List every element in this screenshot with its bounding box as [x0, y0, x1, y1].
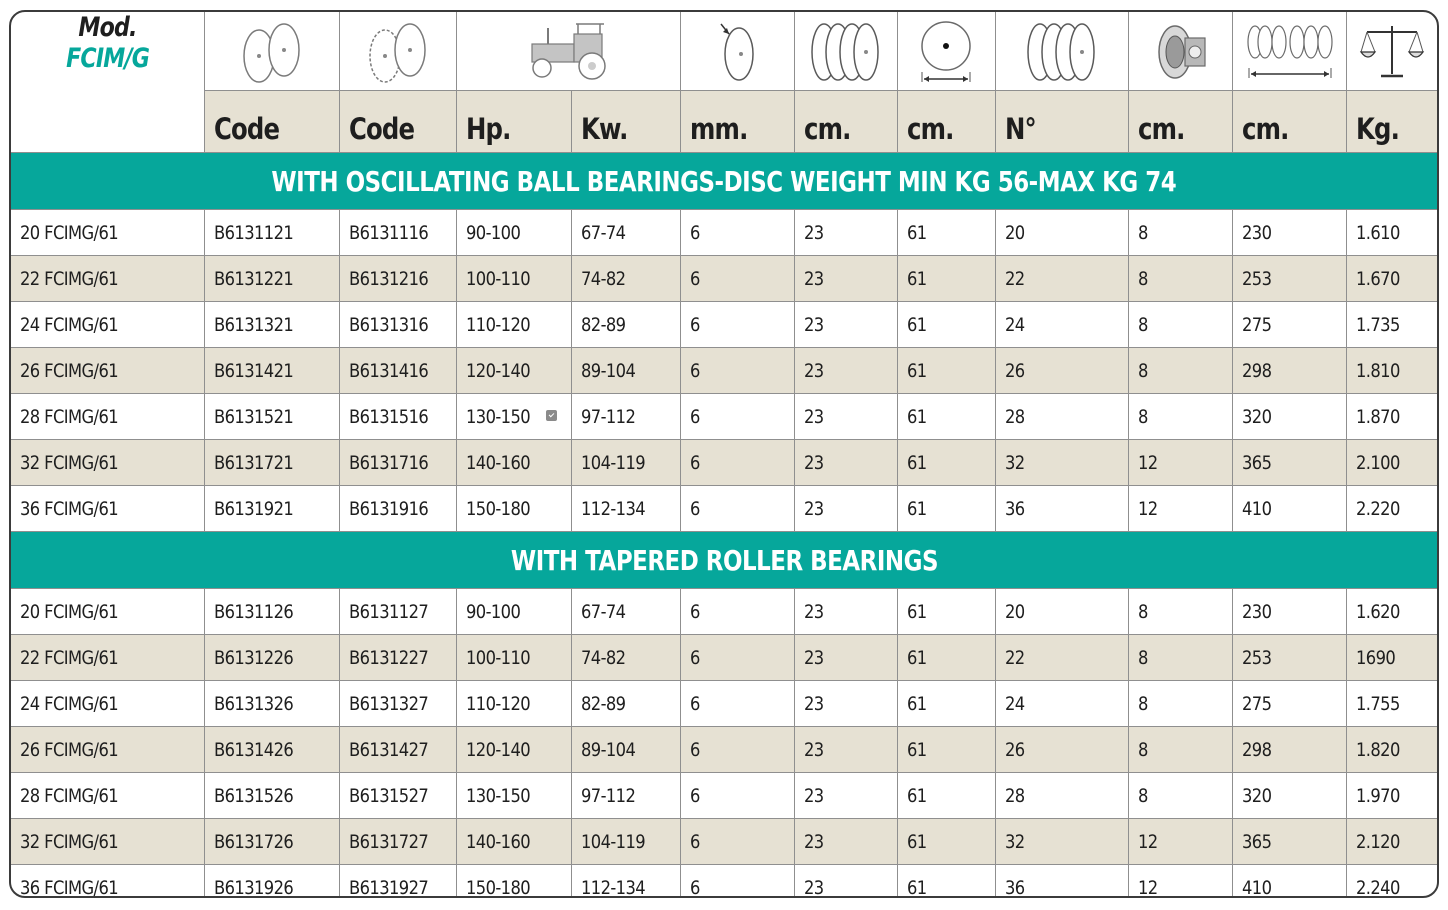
- table-cell: B6131526: [204, 773, 339, 819]
- table-cell: B6131421: [204, 348, 339, 394]
- table-cell: 12: [1128, 486, 1232, 532]
- table-cell: 26: [995, 348, 1128, 394]
- table-cell: 28: [995, 394, 1128, 440]
- table-cell: 6: [680, 394, 794, 440]
- table-row: [11, 348, 1437, 394]
- table-cell: 8: [1128, 302, 1232, 348]
- table-cell: 1.820: [1346, 727, 1437, 773]
- section-title: WITH TAPERED ROLLER BEARINGS: [11, 532, 1437, 589]
- table-row: [11, 635, 1437, 681]
- table-cell: 120-140: [456, 348, 571, 394]
- section-header-row: [11, 153, 1437, 210]
- table-cell: 12: [1128, 819, 1232, 865]
- note-icon[interactable]: [546, 410, 557, 421]
- table-cell: 8: [1128, 727, 1232, 773]
- table-cell: B6131926: [204, 865, 339, 899]
- table-cell: 23: [794, 302, 897, 348]
- table-cell: 23: [794, 865, 897, 899]
- table-cell: 61: [897, 635, 995, 681]
- table-cell: B6131921: [204, 486, 339, 532]
- table-cell: 28: [995, 773, 1128, 819]
- table-cell: 23: [794, 727, 897, 773]
- model-header-cell: [11, 12, 204, 153]
- table-cell: 61: [897, 486, 995, 532]
- table-cell: 12: [1128, 440, 1232, 486]
- table-cell: B6131327: [339, 681, 456, 727]
- table-cell: 8: [1128, 681, 1232, 727]
- table-cell: 2.240: [1346, 865, 1437, 899]
- table-row: [11, 819, 1437, 865]
- table-cell: 365: [1232, 819, 1346, 865]
- table-cell: 6: [680, 302, 794, 348]
- table-cell: 2.220: [1346, 486, 1437, 532]
- bearing-icon: [1145, 16, 1215, 86]
- table-cell: 23: [794, 256, 897, 302]
- table-cell: 36: [995, 865, 1128, 899]
- table-cell: 6: [680, 348, 794, 394]
- table-cell: B6131316: [339, 302, 456, 348]
- table-row: [11, 865, 1437, 899]
- table-cell: 61: [897, 440, 995, 486]
- table-cell: 298: [1232, 727, 1346, 773]
- table-cell: 23: [794, 589, 897, 635]
- table-cell: 275: [1232, 681, 1346, 727]
- section-title: WITH OSCILLATING BALL BEARINGS-DISC WEIGHT MIN KG 56-MAX KG 74: [11, 153, 1437, 210]
- unit-header-cell: N°: [995, 91, 1128, 153]
- table-cell: 61: [897, 348, 995, 394]
- table-cell: 32 FCIMG/61: [11, 440, 204, 486]
- unit-header-cell: mm.: [680, 91, 794, 153]
- unit-header-cell: Code: [339, 91, 456, 153]
- table-cell: 61: [897, 865, 995, 899]
- table-cell: 61: [897, 210, 995, 256]
- disc-count-icon-cell: [995, 12, 1128, 91]
- disc-spacing-icon-cell: [794, 12, 897, 91]
- table-cell: 67-74: [571, 210, 680, 256]
- table-cell: 6: [680, 256, 794, 302]
- table-row: [11, 681, 1437, 727]
- table-cell: 8: [1128, 348, 1232, 394]
- table-cell: 23: [794, 681, 897, 727]
- table-cell: 6: [680, 635, 794, 681]
- table-cell: 23: [794, 348, 897, 394]
- table-cell: 12: [1128, 865, 1232, 899]
- table-cell: B6131121: [204, 210, 339, 256]
- table-cell: 20: [995, 589, 1128, 635]
- table-cell: 6: [680, 440, 794, 486]
- table-cell: 32: [995, 819, 1128, 865]
- table-cell: B6131416: [339, 348, 456, 394]
- table-cell: 23: [794, 210, 897, 256]
- table-cell: 24: [995, 302, 1128, 348]
- table-cell: 82-89: [571, 302, 680, 348]
- unit-header-cell: cm.: [1128, 91, 1232, 153]
- bearing-icon-cell: [1128, 12, 1232, 91]
- serrated-discs-icon-cell: [339, 12, 456, 91]
- table-cell: B6131116: [339, 210, 456, 256]
- table-cell: 61: [897, 302, 995, 348]
- unit-header-cell: cm.: [897, 91, 995, 153]
- table-cell: 8: [1128, 210, 1232, 256]
- unit-header-cell: Code: [204, 91, 339, 153]
- table-cell: 1.810: [1346, 348, 1437, 394]
- disc-thickness-icon-cell: [680, 12, 794, 91]
- table-cell: 61: [897, 773, 995, 819]
- table-cell: 150-180: [456, 486, 571, 532]
- table-cell: 36: [995, 486, 1128, 532]
- table-cell: 20: [995, 210, 1128, 256]
- table-row: [11, 486, 1437, 532]
- table-cell: 1.735: [1346, 302, 1437, 348]
- table-cell: 6: [680, 819, 794, 865]
- table-cell: 1.670: [1346, 256, 1437, 302]
- table-cell: 61: [897, 589, 995, 635]
- table-cell: 365: [1232, 440, 1346, 486]
- table-cell: 1.620: [1346, 589, 1437, 635]
- table-cell: 23: [794, 440, 897, 486]
- table-cell: 23: [794, 819, 897, 865]
- table-cell: 26 FCIMG/61: [11, 348, 204, 394]
- table-cell: 89-104: [571, 727, 680, 773]
- table-cell: 36 FCIMG/61: [11, 865, 204, 899]
- table-cell: 8: [1128, 589, 1232, 635]
- model-code: FCIM/G: [65, 43, 149, 74]
- table-cell: 97-112: [571, 773, 680, 819]
- plain-discs-icon: [232, 16, 312, 86]
- table-cell: 112-134: [571, 486, 680, 532]
- table-cell: 130-150: [456, 394, 571, 440]
- working-width-icon: [1241, 16, 1337, 86]
- table-cell: 1.870: [1346, 394, 1437, 440]
- table-cell: 1.755: [1346, 681, 1437, 727]
- table-cell: 23: [794, 486, 897, 532]
- table-cell: 8: [1128, 394, 1232, 440]
- table-cell: B6131521: [204, 394, 339, 440]
- table-cell: 6: [680, 486, 794, 532]
- table-cell: 410: [1232, 486, 1346, 532]
- section-header-row: [11, 532, 1437, 589]
- table-cell: 61: [897, 727, 995, 773]
- table-cell: B6131427: [339, 727, 456, 773]
- table-cell: 120-140: [456, 727, 571, 773]
- table-cell: B6131527: [339, 773, 456, 819]
- disc-count-icon: [1020, 16, 1104, 86]
- table-cell: 320: [1232, 394, 1346, 440]
- table-cell: B6131727: [339, 819, 456, 865]
- table-cell: 112-134: [571, 865, 680, 899]
- table-cell: 20 FCIMG/61: [11, 589, 204, 635]
- disc-thickness-icon: [707, 16, 767, 86]
- table-cell: 104-119: [571, 819, 680, 865]
- table-cell: 253: [1232, 635, 1346, 681]
- working-width-icon-cell: [1232, 12, 1346, 91]
- table-cell: 61: [897, 394, 995, 440]
- table-cell: 6: [680, 589, 794, 635]
- table-cell: 100-110: [456, 635, 571, 681]
- table-cell: 90-100: [456, 589, 571, 635]
- table-cell: 22: [995, 635, 1128, 681]
- table-row: [11, 394, 1437, 440]
- unit-header-cell: Hp.: [456, 91, 571, 153]
- tractor-icon: [518, 18, 618, 84]
- table-cell: B6131326: [204, 681, 339, 727]
- plain-discs-icon-cell: [204, 12, 339, 91]
- table-cell: 140-160: [456, 440, 571, 486]
- table-cell: 32: [995, 440, 1128, 486]
- icon-header-row: [11, 12, 1437, 91]
- table-cell: 150-180: [456, 865, 571, 899]
- table-row: [11, 773, 1437, 819]
- table-cell: B6131927: [339, 865, 456, 899]
- model-label: Mod.: [78, 12, 137, 43]
- table-cell: B6131726: [204, 819, 339, 865]
- disc-diameter-icon: [911, 16, 981, 86]
- table-cell: B6131126: [204, 589, 339, 635]
- table-cell: B6131916: [339, 486, 456, 532]
- table-row: [11, 727, 1437, 773]
- table-cell: 320: [1232, 773, 1346, 819]
- table-cell: B6131716: [339, 440, 456, 486]
- table-cell: 22 FCIMG/61: [11, 635, 204, 681]
- table-cell: B6131221: [204, 256, 339, 302]
- table-cell: 24 FCIMG/61: [11, 302, 204, 348]
- table-cell: 140-160: [456, 819, 571, 865]
- table-cell: 97-112: [571, 394, 680, 440]
- table-cell: 90-100: [456, 210, 571, 256]
- table-cell: 110-120: [456, 302, 571, 348]
- disc-spacing-icon: [804, 16, 888, 86]
- table-row: [11, 440, 1437, 486]
- table-cell: B6131127: [339, 589, 456, 635]
- table-cell: B6131227: [339, 635, 456, 681]
- weight-scale-icon: [1357, 16, 1427, 86]
- table-cell: B6131216: [339, 256, 456, 302]
- table-cell: B6131516: [339, 394, 456, 440]
- unit-header-cell: cm.: [794, 91, 897, 153]
- unit-header-row: [11, 91, 1437, 153]
- table-cell: 104-119: [571, 440, 680, 486]
- table-cell: 298: [1232, 348, 1346, 394]
- table-row: [11, 210, 1437, 256]
- unit-header-cell: Kw.: [571, 91, 680, 153]
- table-cell: B6131226: [204, 635, 339, 681]
- table-cell: 2.120: [1346, 819, 1437, 865]
- table-cell: 6: [680, 210, 794, 256]
- table-cell: 23: [794, 773, 897, 819]
- spec-table-frame: [9, 10, 1439, 898]
- table-cell: 36 FCIMG/61: [11, 486, 204, 532]
- table-cell: 2.100: [1346, 440, 1437, 486]
- table-cell: 67-74: [571, 589, 680, 635]
- table-cell: 28 FCIMG/61: [11, 773, 204, 819]
- tractor-icon-cell: [456, 12, 680, 91]
- table-cell: 8: [1128, 635, 1232, 681]
- table-row: [11, 256, 1437, 302]
- table-cell: 61: [897, 256, 995, 302]
- table-cell: 89-104: [571, 348, 680, 394]
- table-cell: B6131426: [204, 727, 339, 773]
- table-cell: 74-82: [571, 635, 680, 681]
- table-cell: 20 FCIMG/61: [11, 210, 204, 256]
- table-cell: 8: [1128, 256, 1232, 302]
- table-cell: 110-120: [456, 681, 571, 727]
- table-row: [11, 302, 1437, 348]
- table-cell: 230: [1232, 589, 1346, 635]
- table-cell: 230: [1232, 210, 1346, 256]
- table-cell: 82-89: [571, 681, 680, 727]
- table-cell: 26 FCIMG/61: [11, 727, 204, 773]
- table-cell: 22: [995, 256, 1128, 302]
- table-cell: 410: [1232, 865, 1346, 899]
- table-cell: 130-150: [456, 773, 571, 819]
- table-cell: 61: [897, 681, 995, 727]
- table-cell: 275: [1232, 302, 1346, 348]
- weight-scale-icon-cell: [1346, 12, 1437, 91]
- table-cell: B6131721: [204, 440, 339, 486]
- table-cell: 6: [680, 727, 794, 773]
- table-cell: 74-82: [571, 256, 680, 302]
- table-cell: 6: [680, 773, 794, 819]
- table-cell: 26: [995, 727, 1128, 773]
- table-cell: 253: [1232, 256, 1346, 302]
- disc-diameter-icon-cell: [897, 12, 995, 91]
- table-cell: 1.970: [1346, 773, 1437, 819]
- table-row: [11, 589, 1437, 635]
- table-cell: 32 FCIMG/61: [11, 819, 204, 865]
- table-cell: 6: [680, 865, 794, 899]
- unit-header-cell: Kg.: [1346, 91, 1437, 153]
- table-cell: 23: [794, 635, 897, 681]
- serrated-discs-icon: [358, 16, 438, 86]
- table-cell: 28 FCIMG/61: [11, 394, 204, 440]
- table-cell: 24: [995, 681, 1128, 727]
- unit-header-cell: cm.: [1232, 91, 1346, 153]
- table-cell: 6: [680, 681, 794, 727]
- table-cell: 1.610: [1346, 210, 1437, 256]
- table-cell: 61: [897, 819, 995, 865]
- table-cell: B6131321: [204, 302, 339, 348]
- table-cell: 1690: [1346, 635, 1437, 681]
- table-cell: 8: [1128, 773, 1232, 819]
- table-cell: 24 FCIMG/61: [11, 681, 204, 727]
- table-cell: 22 FCIMG/61: [11, 256, 204, 302]
- spec-table: [11, 12, 1437, 898]
- table-cell: 23: [794, 394, 897, 440]
- table-cell: 100-110: [456, 256, 571, 302]
